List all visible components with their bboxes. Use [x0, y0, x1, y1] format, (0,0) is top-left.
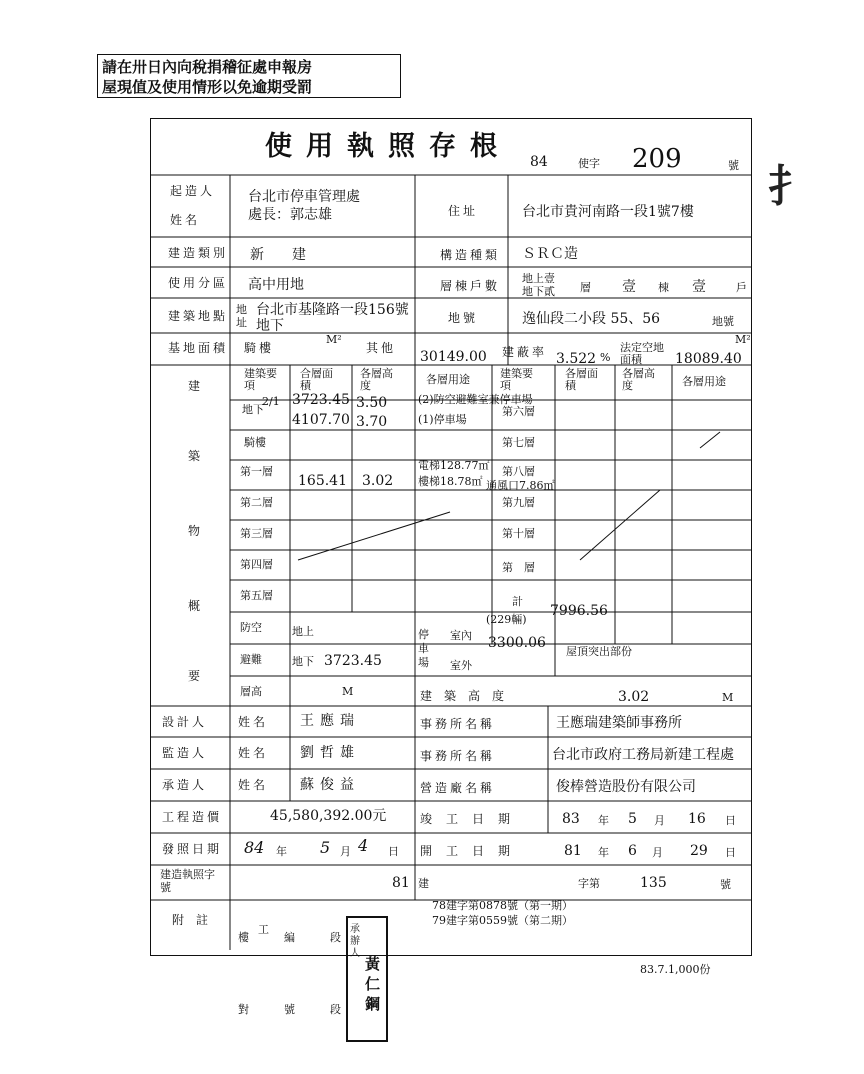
legal-open-unit: M² — [735, 333, 751, 346]
supervisor-name: 劉哲雄 — [300, 745, 360, 761]
issue-m-unit: 月 — [340, 845, 351, 858]
open-d-unit: 日 — [725, 846, 736, 859]
hdr-item: 建築要項 — [244, 367, 277, 392]
permit-year: 84 — [530, 154, 548, 170]
floor-7: 第七層 — [502, 436, 535, 449]
bldg-unit: 棟 — [658, 281, 669, 294]
floor-5: 第五層 — [240, 589, 273, 602]
bottom-cell-2: 工 — [258, 923, 269, 936]
building-height-unit: M — [722, 691, 734, 704]
issue-day: 4 — [358, 836, 369, 855]
hdr-height2: 各層高度 — [622, 367, 655, 392]
complete-label: 竣工日期 — [420, 812, 525, 826]
floor-1: 第一層 — [240, 465, 273, 478]
site-addr-label: 地址 — [236, 303, 247, 329]
lot-value: 逸仙段二小段 55、56 — [522, 311, 661, 327]
basement-area: 3723.45 — [292, 392, 350, 408]
floor-n: 第 層 — [502, 561, 535, 574]
designer-name-label: 姓名 — [238, 715, 269, 729]
contractor-office: 俊棒營造股份有限公司 — [556, 779, 696, 795]
summary-char-3: 物 — [188, 524, 204, 538]
floor-arcade: 騎樓 — [244, 436, 266, 449]
ratio-value: 3.522 — [556, 351, 597, 367]
household-unit: 戶 — [736, 281, 747, 294]
floor-8: 第八層 — [502, 465, 535, 478]
open-month: 6 — [628, 843, 637, 859]
area-label: 基地面積 — [168, 341, 229, 355]
site-address: 台北市基隆路一段156號地下 — [256, 302, 409, 334]
shelter-above: 地上 — [292, 625, 314, 638]
official-stamp — [346, 916, 388, 1042]
floors-below: 地下貳 — [522, 285, 555, 298]
floor1-use: 電梯128.77㎡ — [418, 459, 490, 472]
hdr-area2: 各層面積 — [565, 367, 598, 392]
designer-name: 王應瑞 — [300, 713, 360, 729]
arcade-label: 騎樓 — [244, 341, 275, 355]
floor1-area: 165.41 — [298, 473, 347, 489]
basement-area2: 4107.70 — [292, 412, 350, 428]
structure-label: 構造種類 — [440, 248, 501, 262]
building-height-label: 建築高度 — [420, 689, 517, 703]
storey-height-label: 層高 — [240, 685, 262, 698]
hdr-item2: 建築要項 — [500, 367, 533, 392]
summary-char-5: 要 — [188, 669, 204, 683]
parking-indoor-value: 3300.06 — [488, 635, 546, 651]
roof-label: 屋頂突出部份 — [566, 645, 632, 658]
floor-2: 第二層 — [240, 496, 273, 509]
builder-name: 台北市停車管理處 — [248, 189, 360, 205]
contractor-office-label: 營造廠名稱 — [420, 781, 496, 795]
builder-address: 台北市貴河南路一段1號7樓 — [522, 204, 694, 220]
floors-label: 層棟戶數 — [440, 279, 501, 293]
issue-y-unit: 年 — [276, 845, 287, 858]
builder-label: 起造人 — [170, 184, 216, 198]
hdr-area: 合層面積 — [300, 367, 333, 392]
stamp-text2: 黃仁鋼 — [365, 955, 381, 1013]
hdr-use: 各層用途 — [426, 373, 470, 386]
permit-no-label: 建造執照字號 — [160, 868, 215, 894]
arcade-unit: M² — [326, 333, 342, 346]
household-count: 壹 — [692, 279, 706, 295]
builder-address-label: 住址 — [448, 204, 479, 218]
ratio-label: 建蔽率 — [502, 345, 548, 359]
shelter-below: 地下 — [292, 655, 314, 668]
bottom-cell-1: 樓 — [238, 931, 249, 944]
complete-year: 83 — [562, 811, 580, 827]
floor-8-note: 通風口7.86㎡ — [486, 479, 555, 492]
other-value: 30149.00 — [420, 349, 487, 365]
basement-height2: 3.70 — [356, 414, 388, 430]
notice-line1: 請在卅日內向稅捐稽征處申報房 — [102, 58, 313, 76]
contractor-name: 蘇俊益 — [300, 777, 360, 793]
parking-outdoor: 室外 — [450, 659, 472, 672]
notice-line2: 屋現值及使用情形以免逾期受罰 — [102, 78, 313, 96]
stamp-text1: 承辦人 — [350, 924, 360, 959]
margin-handwriting: 扌 — [768, 161, 812, 212]
cost-label: 工程造價 — [162, 810, 223, 824]
complete-y-unit: 年 — [598, 814, 609, 827]
attach-line1: 78建字第0878號（第一期） — [432, 899, 573, 912]
builder-label2: 姓名 — [170, 213, 201, 227]
open-year: 81 — [564, 843, 582, 859]
permit-no-prefix: 建 — [418, 877, 429, 890]
total-area: 7996.56 — [550, 603, 608, 619]
floor-basement: 地下 — [242, 403, 264, 416]
shelter-label: 防空 — [240, 621, 262, 634]
hdr-use2: 各層用途 — [682, 375, 726, 388]
floor-4: 第四層 — [240, 558, 273, 571]
supervisor-label: 監造人 — [162, 746, 208, 760]
complete-month: 5 — [628, 811, 637, 827]
ratio-unit: % — [600, 351, 611, 364]
print-footer: 83.7.1,000份 — [640, 963, 711, 976]
open-y-unit: 年 — [598, 846, 609, 859]
legal-open-label: 法定空地面積 — [620, 341, 664, 366]
floor1-height: 3.02 — [362, 473, 394, 489]
summary-char-4: 概 — [188, 599, 204, 613]
total-note: (229輛) — [486, 613, 527, 626]
cost-value: 45,580,392.00元 — [270, 808, 387, 824]
hdr-height: 各層高度 — [360, 367, 393, 392]
attach-label: 附註 — [172, 913, 221, 927]
builder-head: 處長：郭志雄 — [248, 207, 332, 223]
issue-month: 5 — [320, 838, 331, 857]
supervisor-name-label: 姓名 — [238, 746, 269, 760]
bottom-cell-7: 段 — [330, 1003, 341, 1016]
attach-line2: 79建字第0559號（第二期） — [432, 914, 573, 927]
build-type-label: 建造類別 — [168, 246, 229, 260]
bottom-cell-4: 段 — [330, 931, 341, 944]
permit-no-suffix: 字第 — [578, 877, 600, 890]
floor-total: 計 — [512, 595, 523, 608]
shelter-sub: 避難 — [240, 653, 262, 666]
supervisor-office-label: 事務所名稱 — [420, 749, 496, 763]
contractor-label: 承造人 — [162, 778, 208, 792]
open-day: 29 — [690, 843, 708, 859]
bldg-count: 壹 — [622, 279, 636, 295]
use-zone-label: 使用分區 — [168, 276, 229, 290]
basement-use2: (1)停車場 — [418, 413, 467, 426]
floor-9: 第九層 — [502, 496, 535, 509]
issue-label: 發照日期 — [162, 842, 223, 856]
floor1-use-b: 樓梯18.78㎡ — [418, 475, 483, 488]
supervisor-office: 台北市政府工務局新建工程處 — [552, 747, 734, 763]
use-zone-value: 高中用地 — [248, 277, 304, 293]
complete-d-unit: 日 — [725, 814, 736, 827]
floors-unit: 層 — [580, 281, 591, 294]
other-label: 其他 — [366, 341, 397, 355]
open-m-unit: 月 — [652, 846, 663, 859]
contractor-name-label: 姓名 — [238, 778, 269, 792]
designer-office: 王應瑞建築師事務所 — [556, 715, 682, 731]
bottom-cell-6: 號 — [284, 1003, 295, 1016]
issue-year: 84 — [244, 838, 265, 857]
legal-open-value: 18089.40 — [675, 351, 742, 367]
permit-no-num: 135 — [640, 875, 667, 891]
parking-indoor: 室內 — [450, 629, 472, 642]
permit-prefix: 使字 — [578, 157, 600, 170]
floor-10: 第十層 — [502, 527, 535, 540]
summary-char-2: 築 — [188, 449, 204, 463]
bottom-cell-3: 編 — [284, 931, 295, 944]
issue-d-unit: 日 — [388, 845, 399, 858]
open-label: 開工日期 — [420, 844, 525, 858]
lot-unit: 地號 — [712, 315, 734, 328]
basement-height: 3.50 — [356, 395, 388, 411]
complete-m-unit: 月 — [654, 814, 665, 827]
summary-char-1: 建 — [188, 379, 204, 393]
parking-label: 停車場 — [418, 628, 429, 669]
bottom-cell-5: 對 — [238, 1003, 249, 1016]
permit-suffix: 號 — [728, 159, 739, 172]
structure-value: ＳＲＣ造 — [522, 246, 578, 262]
designer-label: 設計人 — [162, 715, 208, 729]
storey-height-unit: M — [342, 685, 354, 698]
site-label: 建築地點 — [168, 309, 229, 323]
build-type-value: 新建 — [250, 247, 334, 263]
lot-label: 地號 — [448, 311, 479, 325]
page-title: 使用執照存根 — [265, 131, 511, 162]
permit-no-year: 81 — [392, 875, 410, 891]
shelter-below-value: 3723.45 — [324, 653, 382, 669]
floor-6: 第六層 — [502, 405, 535, 418]
permit-number: 209 — [632, 144, 682, 174]
floor-3: 第三層 — [240, 527, 273, 540]
basement-use: (2)防空避難室兼停車場 — [418, 393, 533, 406]
floors-above: 地上壹 — [522, 272, 555, 285]
permit-no-unit: 號 — [720, 878, 731, 891]
floor-basement-sub: 2/1 — [262, 395, 280, 408]
building-height-value: 3.02 — [618, 689, 650, 705]
complete-day: 16 — [688, 811, 706, 827]
designer-office-label: 事務所名稱 — [420, 717, 496, 731]
